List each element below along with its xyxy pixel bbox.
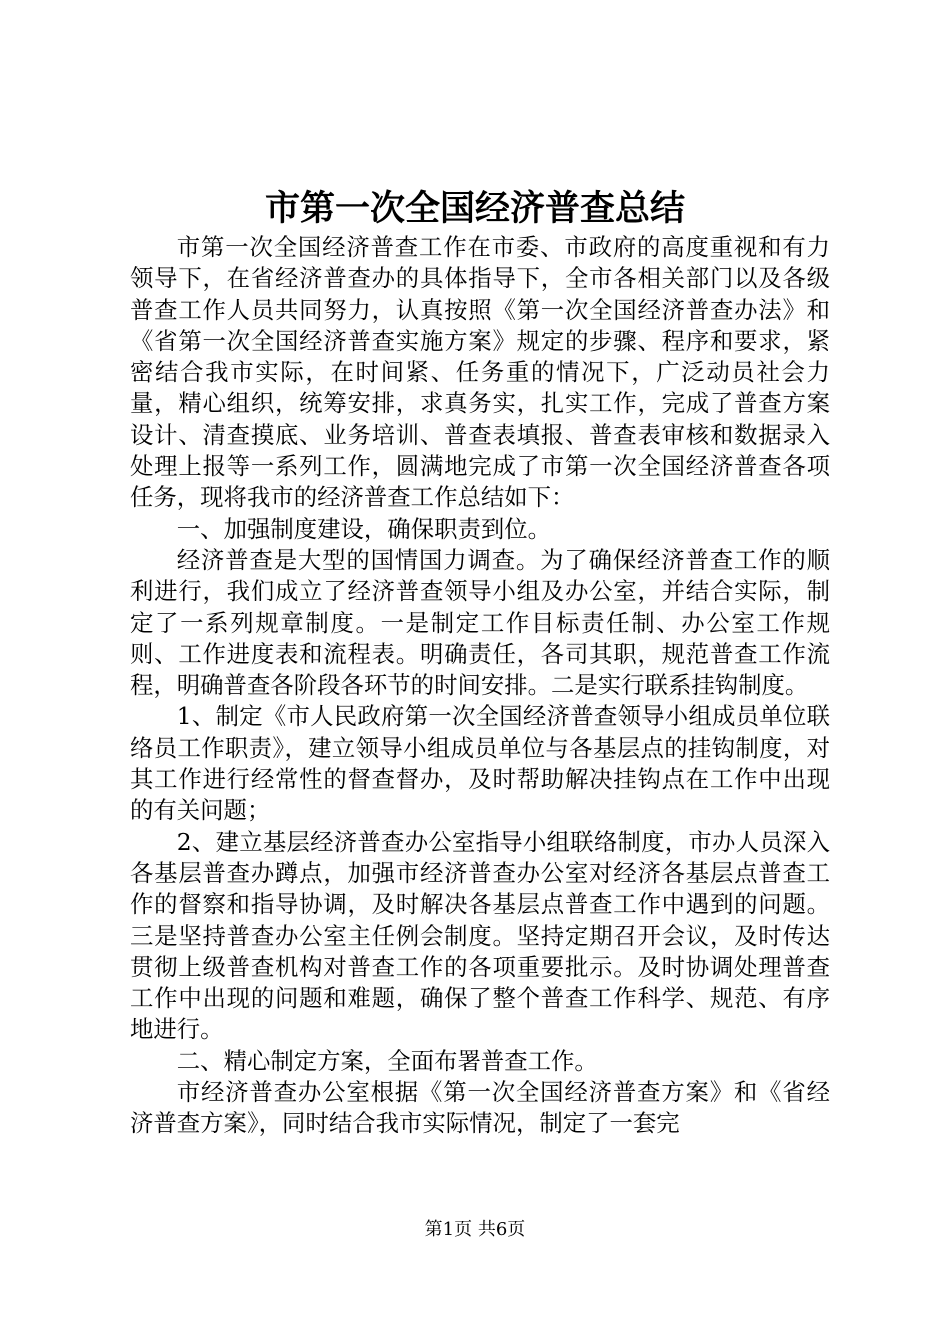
- paragraph-section-2: 市经济普查办公室根据《第一次全国经济普查方案》和《省经济普查方案》，同时结合我市实际情况，制定了一套完: [130, 1078, 830, 1138]
- page-number-footer: 第1页 共6页: [424, 1219, 526, 1240]
- paragraph-intro: 市第一次全国经济普查工作在市委、市政府的高度重视和有力领导下，在省经济普查办的具体指导下，全市各相关部门以及各级普查工作人员共同努力，认真按照《第一次全国经济普查办法》和《省第一次全国经济普查实施方案》规定的步骤、程序和要求，紧密结合我市实际，在时间紧、任务重的情况下，广泛动员社会力量，精心组织，统筹安排，求真务实，扎实工作，完成了普查方案设计、清查摸底、业务培训、普查表填报、普查表审核和数据录入处理上报等一系列工作，圆满地完成了市第一次全国经济普查各项任务，现将我市的经济普查工作总结如下：: [130, 233, 830, 512]
- section-heading-2: 二、精心制定方案，全面布署普查工作。: [176, 1046, 598, 1075]
- paragraph-item-1: 1、制定《市人民政府第一次全国经济普查领导小组成员单位联络员工作职责》，建立领导小组成员单位与各基层点的挂钩制度，对其工作进行经常性的督查督办，及时帮助解决挂钩点在工作中出现的有关问题；: [130, 702, 830, 825]
- paragraph-item-2: 2、建立基层经济普查办公室指导小组联络制度，市办人员深入各基层普查办蹲点，加强市经济普查办公室对经济各基层点普查工作的督察和指导协调，及时解决各基层点普查工作中遇到的问题。三是坚持普查办公室主任例会制度。坚持定期召开会议，及时传达贯彻上级普查机构对普查工作的各项重要批示。及时协调处理普查工作中出现的问题和难题，确保了整个普查工作科学、规范、有序地进行。: [130, 827, 830, 1044]
- document-body: [130, 232, 830, 1140]
- paragraph-section-1: 经济普查是大型的国情国力调查。为了确保经济普查工作的顺利进行，我们成立了经济普查领导小组及办公室，并结合实际，制定了一系列规章制度。一是制定工作目标责任制、办公室工作规则、工作进度表和流程表。明确责任，各司其职，规范普查工作流程，明确普查各阶段各环节的时间安排。二是实行联系挂钩制度。: [130, 545, 830, 700]
- section-heading-1: 一、加强制度建设，确保职责到位。: [176, 514, 552, 543]
- document-title: 市第一次全国经济普查总结: [264, 188, 685, 229]
